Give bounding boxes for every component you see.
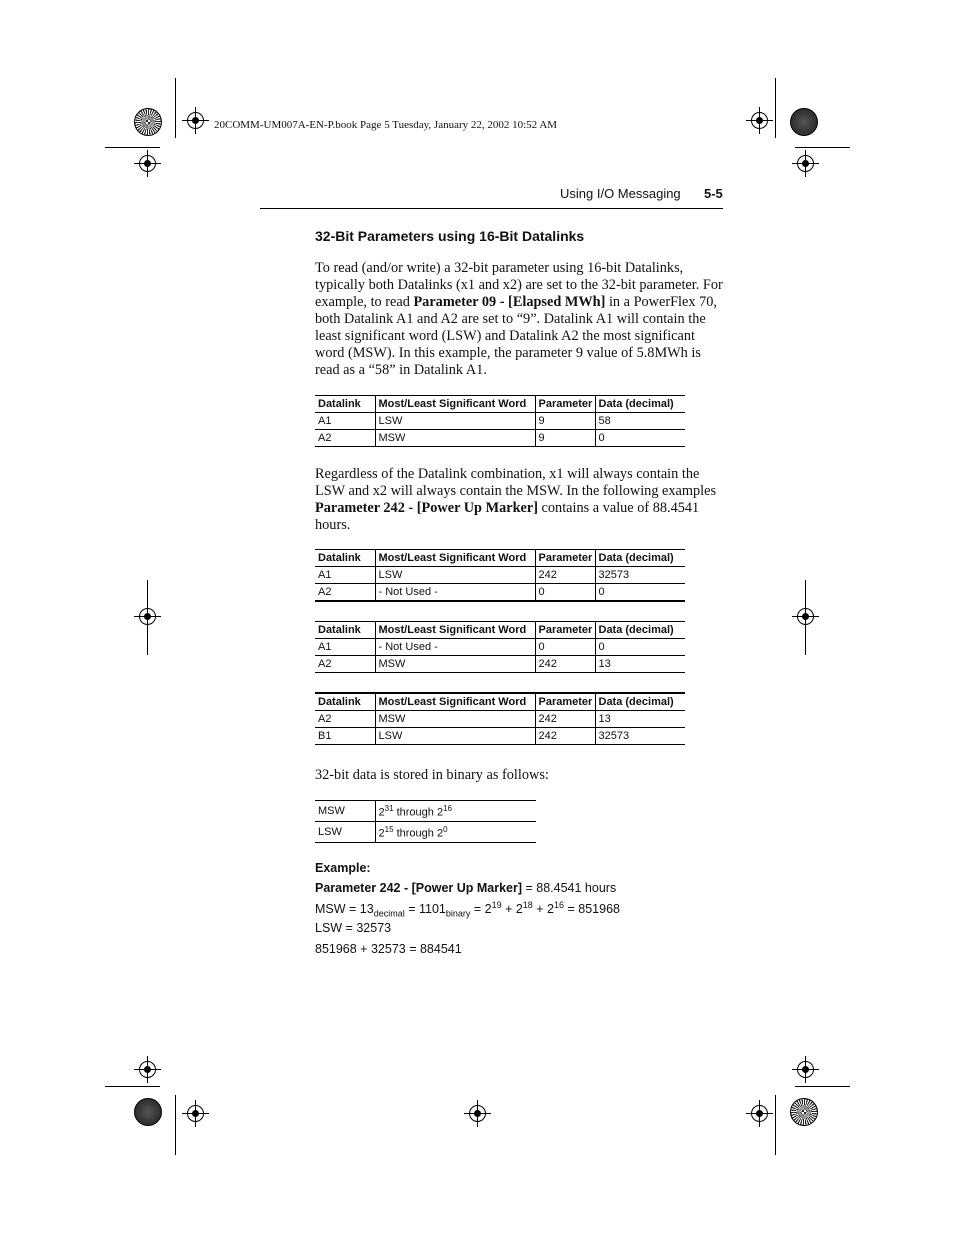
- combo-text-2: contains a value of 88.4541 hours.: [315, 500, 700, 533]
- binary-storage-table: [315, 800, 536, 843]
- crosshair-icon: [797, 155, 814, 172]
- crosshair-icon: [797, 608, 814, 625]
- example-line-1: Parameter 242 - [Power Up Marker] = 88.4541 hours: [315, 881, 617, 895]
- running-header-section: Using I/O Messaging: [560, 186, 681, 201]
- intro-parameter-ref: Parameter 09 - [Elapsed MWh]: [413, 294, 606, 310]
- table-row: A1 LSW 9 58: [315, 413, 685, 430]
- crosshair-icon: [139, 1061, 156, 1078]
- table-row: LSW $2^{15}$ through $2^0$: [315, 822, 536, 843]
- intro-text-1: To read (and/or write) a 32-bit parameter using 16-bit Datalinks, typically both Datalinks (x1 and x2) are set to the 32-bit parameter. For example, to read: [315, 260, 723, 310]
- table-row: A1 LSW 242 32573: [315, 567, 685, 584]
- table-row: A2 MSW 9 0: [315, 430, 685, 447]
- table-row: A2 MSW 242 13: [315, 656, 685, 673]
- col-header-parameter: Parameter: [535, 396, 595, 413]
- halftone-disc-icon: [134, 1098, 162, 1126]
- datalink-table-2: Datalink Most/Least Significant Word Parameter Data (decimal) A1 LSW 242 32573 A2 - Not Used - 0 0: [315, 549, 685, 602]
- crosshair-icon: [797, 1061, 814, 1078]
- col-header-word: Most/Least Significant Word: [375, 396, 535, 413]
- crosshair-icon: [751, 1105, 768, 1122]
- datalink-table-1: [315, 395, 685, 447]
- table-row: B1 LSW 242 32573: [315, 728, 685, 745]
- table-row: A2 - Not Used - 0 0: [315, 584, 685, 602]
- book-info-line: 20COMM-UM007A-EN-P.book Page 5 Tuesday, January 22, 2002 10:52 AM: [214, 119, 558, 131]
- table-row: A1 - Not Used - 0 0: [315, 639, 685, 656]
- table-row: MSW $2^{31}$ through $2^{16}$: [315, 801, 536, 822]
- crosshair-icon: [139, 155, 156, 172]
- example-label: Example:: [315, 861, 371, 875]
- header-rule: [260, 208, 723, 209]
- datalink-combination-paragraph: [315, 466, 725, 534]
- col-header-datalink: Datalink: [315, 396, 375, 413]
- starburst-mark-icon: [790, 1098, 818, 1126]
- crosshair-icon: [751, 112, 768, 129]
- binary-storage-paragraph: 32-bit data is stored in binary as follows:: [315, 767, 549, 783]
- example-line-2: MSW = $13_{decimal} = 1101_{binary} = 2^{19} + 2^{18} + 2^{16} = 851968$: [315, 900, 620, 919]
- crosshair-icon: [469, 1105, 486, 1122]
- page-number: 5-5: [704, 186, 723, 201]
- example-line-3: LSW = 32573: [315, 921, 392, 935]
- crosshair-icon: [139, 608, 156, 625]
- col-header-data: Data (decimal): [595, 396, 685, 413]
- datalink-table-3: Datalink Most/Least Significant Word Parameter Data (decimal) A1 - Not Used - 0 0 A2 MSW 242 13: [315, 621, 685, 673]
- section-heading: 32-Bit Parameters using 16-Bit Datalinks: [315, 228, 585, 244]
- intro-paragraph: [315, 260, 725, 379]
- starburst-mark-icon: [134, 108, 162, 136]
- combo-parameter-ref: Parameter 242 - [Power Up Marker]: [315, 500, 538, 516]
- combo-text-1: Regardless of the Datalink combination, x1 will always contain the LSW and x2 will always contain the MSW. In the following examples: [315, 466, 717, 499]
- crosshair-icon: [187, 1105, 204, 1122]
- table-row: A2 MSW 242 13: [315, 711, 685, 728]
- intro-text-2: in a PowerFlex 70, both Datalink A1 and A2 are set to “9”. Datalink A1 will contain the least significant word (LSW) and Datalink A2 the most significant word (MSW). In this example, the parameter 9 value of 5.8MWh is read as a “58” in Datalink A1.: [315, 294, 717, 378]
- example-line-4: 851968 + 32573 = 884541: [315, 942, 462, 956]
- datalink-table-4: Datalink Most/Least Significant Word Parameter Data (decimal) A2 MSW 242 13 B1 LSW 242 32573: [315, 692, 685, 745]
- halftone-disc-icon: [790, 108, 818, 136]
- crosshair-icon: [187, 112, 204, 129]
